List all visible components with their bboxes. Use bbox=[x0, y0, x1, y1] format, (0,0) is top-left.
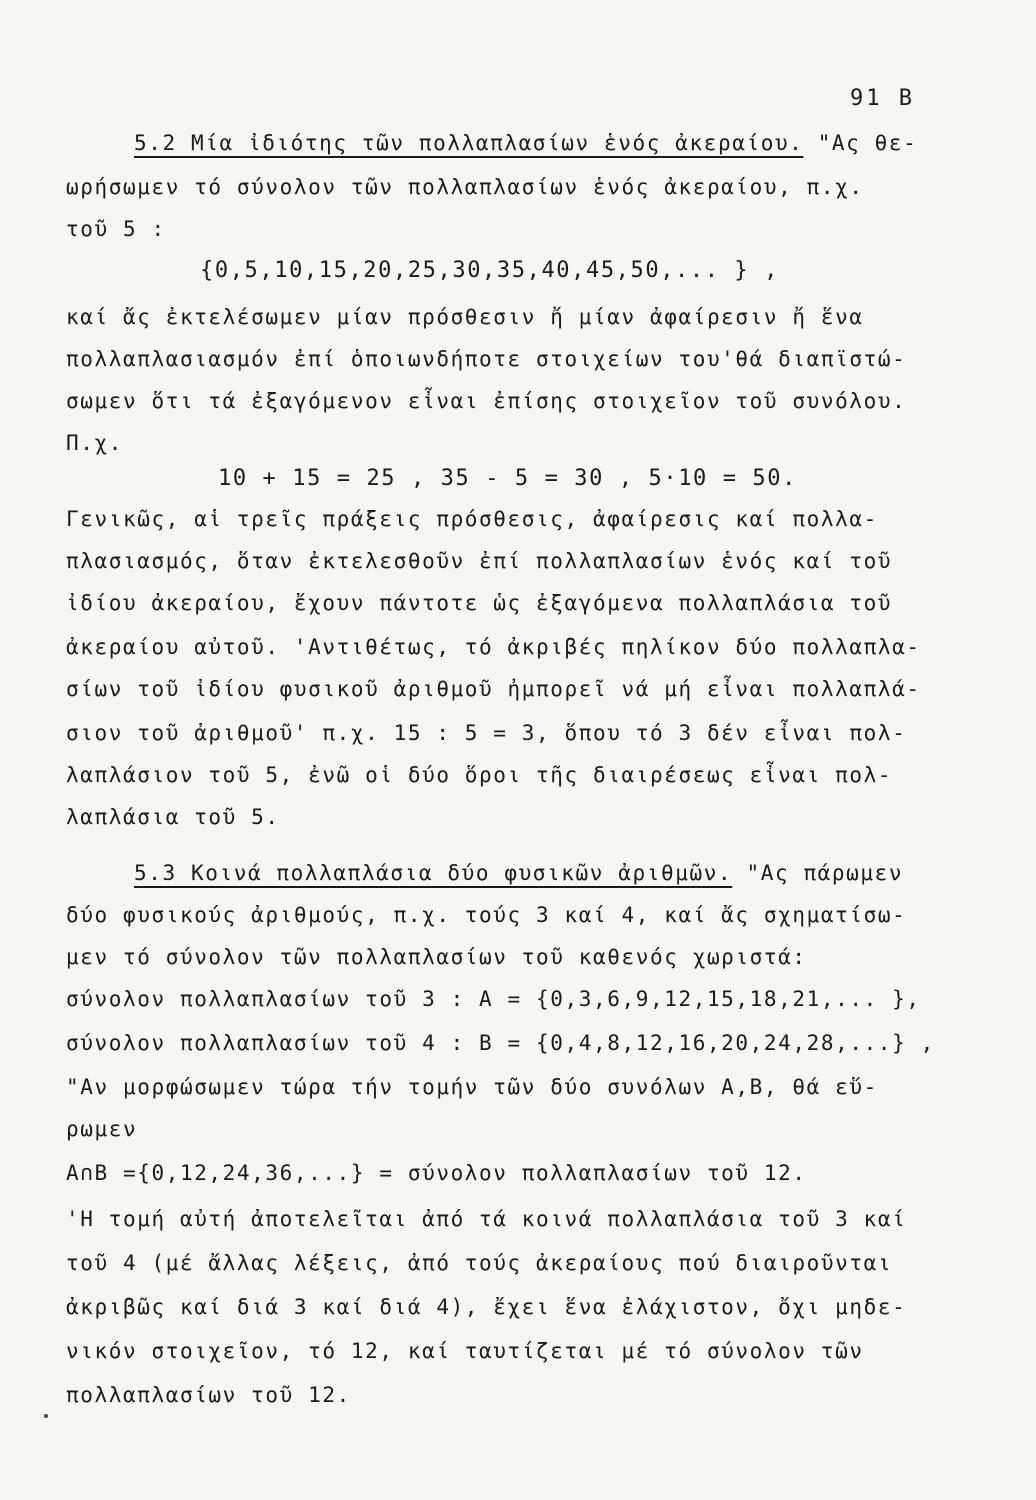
ink-speck bbox=[44, 1414, 48, 1418]
paragraph-line: "Ας θε- bbox=[817, 131, 918, 155]
paragraph-line: σωμεν ὅτι τά ἐξαγόμενον εἶναι ἐπίσης στοιχεῖον τοῦ συνόλου. bbox=[66, 389, 907, 413]
paragraph-line: σιον τοῦ ἀριθμοῦ' π.χ. 15 : 5 = 3, ὅπου τό 3 δέν εἶναι πολ- bbox=[66, 721, 907, 745]
paragraph-line: ἀκεραίου αὐτοῦ. 'Αντιθέτως, τό ἀκριβές πηλίκον δύο πολλαπλα- bbox=[66, 635, 921, 659]
paragraph-line: ρωμεν bbox=[66, 1117, 138, 1141]
paragraph-line: ἰδίου ἀκεραίου, ἔχουν πάντοτε ὡς ἐξαγόμενα πολλαπλάσια τοῦ bbox=[66, 591, 893, 615]
paragraph-line: ωρήσωμεν τό σύνολον τῶν πολλαπλασίων ἑνός ἀκεραίου, π.χ. bbox=[66, 175, 864, 199]
paragraph-line: σίων τοῦ ἰδίου φυσικοῦ ἀριθμοῦ ἠμπορεῖ νά μή εἶναι πολλαπλά- bbox=[66, 677, 921, 701]
paragraph-line: μεν τό σύνολον τῶν πολλαπλασίων τοῦ καθενός χωριστά: bbox=[66, 945, 807, 969]
paragraph-line: τοῦ 5 : bbox=[66, 217, 166, 241]
page-number: 91 B bbox=[850, 86, 915, 111]
paragraph-line: λαπλάσιον τοῦ 5, ἐνῶ οἱ δύο ὅροι τῆς διαιρέσεως εἶναι πολ- bbox=[66, 763, 893, 787]
set-multiples-of-3: σύνολον πολλαπλασίων τοῦ 3 : A = {0,3,6,9,12,15,18,21,... }, bbox=[66, 987, 921, 1011]
paragraph-line: νικόν στοιχεῖον, τό 12, καί ταυτίζεται μέ τό σύνολον τῶν bbox=[66, 1339, 864, 1363]
set-multiples-of-4: σύνολον πολλαπλασίων τοῦ 4 : B = {0,4,8,12,16,20,24,28,...} , bbox=[66, 1031, 935, 1055]
section-5-3-heading: 5.3 Κοινά πολλαπλάσια δύο φυσικῶν ἀριθμῶν. bbox=[134, 861, 733, 885]
paragraph-line: ἀκριβῶς καί διά 3 καί διά 4), ἔχει ἕνα ἐλάχιστον, ὄχι μηδε- bbox=[66, 1295, 907, 1319]
paragraph-line: δύο φυσικούς ἀριθμούς, π.χ. τούς 3 καί 4, καί ἄς σχηματίσω- bbox=[66, 903, 907, 927]
section-5-2-heading: 5.2 Μία ἰδιότης τῶν πολλαπλασίων ἑνός ἀκεραίου. bbox=[134, 131, 804, 155]
paragraph-line: πολλαπλασιασμόν ἐπί ὁποιωνδήποτε στοιχείων του'θά διαπϊστώ- bbox=[66, 347, 907, 371]
paragraph-line: Γενικῶς, αἱ τρεῖς πράξεις πρόσθεσις, ἀφαίρεσις καί πολλα- bbox=[66, 507, 878, 531]
paragraph-line: τοῦ 4 (μέ ἄλλας λέξεις, ἀπό τούς ἀκεραίους πού διαιροῦνται bbox=[66, 1251, 893, 1275]
paragraph-line: "Αν μορφώσωμεν τώρα τήν τομήν τῶν δύο συνόλων A,B, θά εὕ- bbox=[66, 1075, 878, 1099]
section-5-2-heading-line bbox=[134, 128, 917, 158]
paragraph-line: πλασιασμός, ὅταν ἐκτελεσθοῦν ἐπί πολλαπλασίων ἑνός καί τοῦ bbox=[66, 549, 893, 573]
paragraph-line: Π.χ. bbox=[66, 431, 123, 455]
set-multiples-of-5: {0,5,10,15,20,25,30,35,40,45,50,... } , bbox=[200, 258, 779, 283]
paragraph-line: 'Η τομή αὐτή ἀποτελεῖται ἀπό τά κοινά πολλαπλάσια τοῦ 3 καί bbox=[66, 1207, 907, 1231]
paragraph-line: λαπλάσια τοῦ 5. bbox=[66, 805, 280, 829]
section-5-3-heading-line bbox=[134, 858, 903, 888]
intersection-equation: A∩B ={0,12,24,36,...} = σύνολον πολλαπλασίων τοῦ 12. bbox=[66, 1161, 807, 1185]
paragraph-line: καί ἄς ἐκτελέσωμεν μίαν πρόσθεσιν ἤ μίαν ἀφαίρεσιν ἤ ἕνα bbox=[66, 305, 864, 329]
paragraph-line: "Ας πάρωμεν bbox=[746, 861, 904, 885]
example-equations: 10 + 15 = 25 , 35 - 5 = 30 , 5·10 = 50. bbox=[218, 466, 797, 491]
paragraph-line: πολλαπλασίων τοῦ 12. bbox=[66, 1383, 351, 1407]
